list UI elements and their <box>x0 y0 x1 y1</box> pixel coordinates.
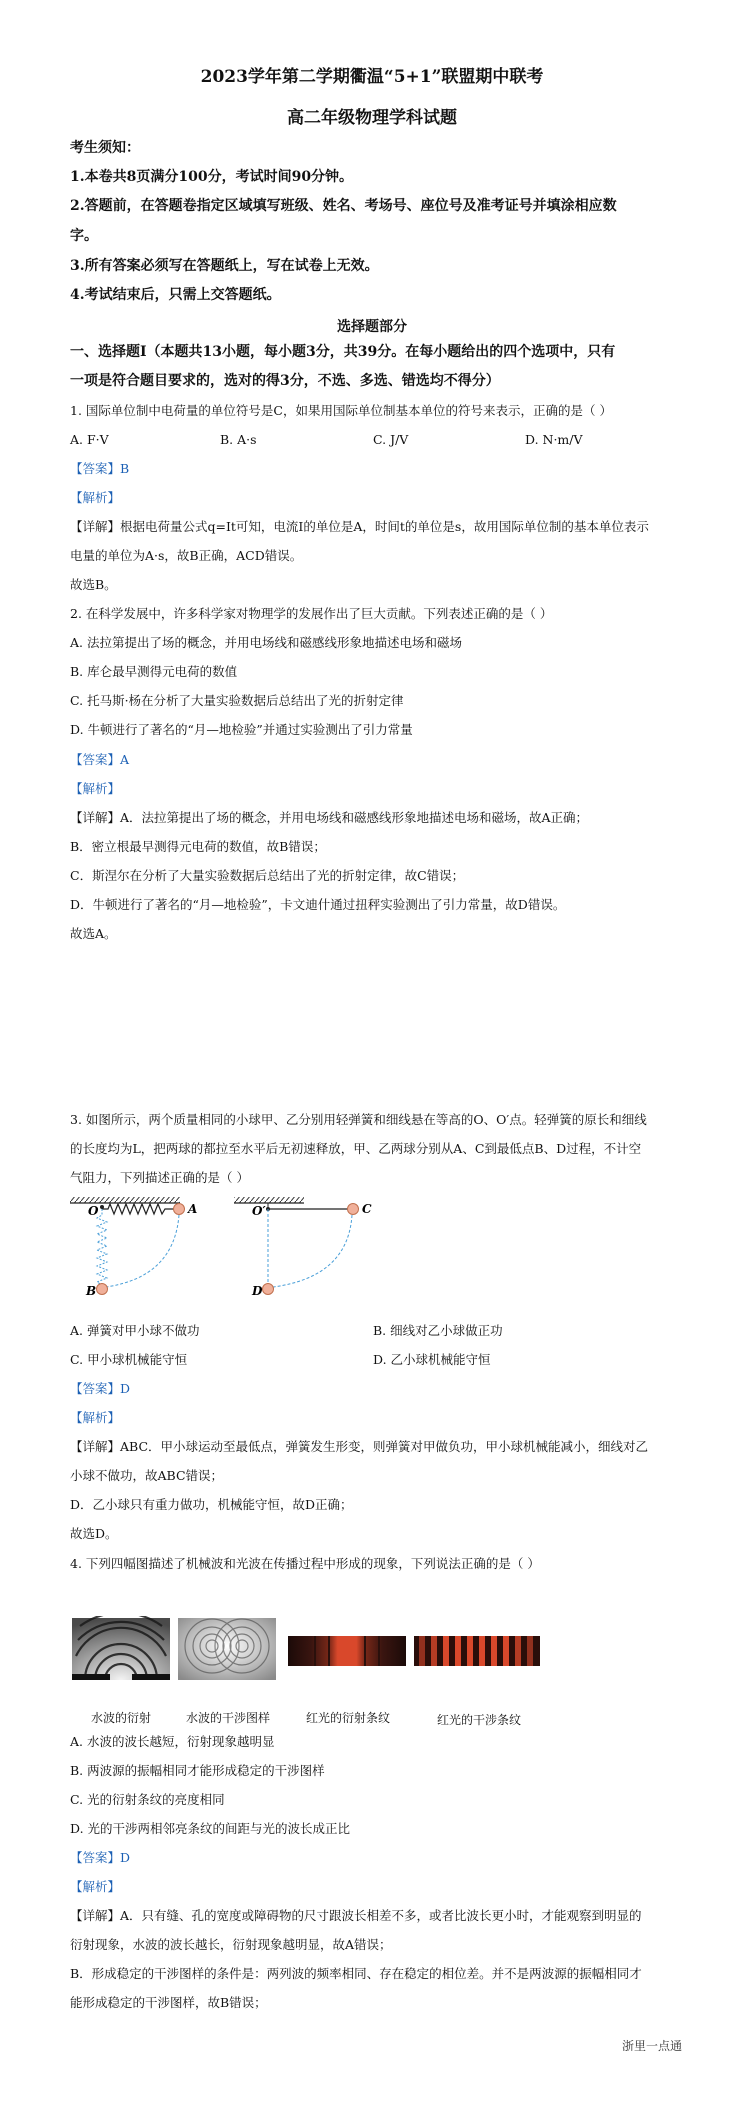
q2-detail: 【详解】A．法拉第提出了场的概念，并用电场线和磁感线形象地描述电场和磁场，故A正确； <box>70 810 589 825</box>
notice-item: 字。 <box>70 228 98 244</box>
ceiling-hatch <box>70 1197 180 1203</box>
q4-figure <box>70 1616 544 1702</box>
section-instruction: 一项是符合题目要求的，选对的得3分，不选、多选、错选均不得分） <box>70 373 500 389</box>
q3-detail: 【详解】ABC．甲小球运动至最低点，弹簧发生形变，则弹簧对甲做负功，甲小球机械能减小，细线对乙 <box>70 1439 649 1454</box>
section-title: 选择题部分 <box>337 319 407 335</box>
q2-analysis-label: 【解析】 <box>70 781 121 796</box>
q2-stem: 2. 在科学发展中，许多科学家对物理学的发展作出了巨大贡献。下列表述正确的是（ ） <box>70 606 553 621</box>
footer-brand: 浙里一点通 <box>621 2039 682 2053</box>
q4-analysis-label: 【解析】 <box>70 1879 121 1894</box>
notice-item: 2.答题前，在答题卷指定区域填写班级、姓名、考场号、座位号及准考证号并填涂相应数 <box>70 198 617 214</box>
ball-b <box>97 1284 108 1295</box>
path-c-to-d <box>273 1215 352 1287</box>
q4-answer: 【答案】D <box>70 1850 131 1865</box>
caption-red-diffraction: 红光的衍射条纹 <box>305 1711 390 1725</box>
q4-stem: 4. 下列四幅图描述了机械波和光波在传播过程中形成的现象，下列说法正确的是（ ） <box>70 1556 540 1571</box>
q2-conclusion: 故选A。 <box>70 926 117 941</box>
label-o2: O′ <box>252 1204 266 1218</box>
q2-detail: C．斯涅尔在分析了大量实验数据后总结出了光的折射定律，故C错误； <box>70 868 465 883</box>
q4-detail: 衍射现象，水波的波长越长，衍射现象越明显，故A错误； <box>70 1937 392 1952</box>
q4-option-c: C. 光的衍射条纹的亮度相同 <box>70 1792 225 1807</box>
q1-option-b: B. A·s <box>220 432 257 447</box>
barrier-left <box>72 1674 110 1680</box>
q3-option-d: D. 乙小球机械能守恒 <box>373 1352 491 1367</box>
ball-c <box>348 1204 359 1215</box>
q2-option-a: A. 法拉第提出了场的概念，并用电场线和磁感线形象地描述电场和磁场 <box>70 635 462 650</box>
q1-detail: 【详解】根据电荷量公式q=It可知，电流I的单位是A，时间t的单位是s，故用国际单位制的基本单位表示 <box>70 519 649 534</box>
q4-detail: 【详解】A．只有缝、孔的宽度或障碍物的尺寸跟波长相差不多，或者比波长更小时，才能观察到明显的 <box>70 1908 642 1923</box>
q2-option-c: C. 托马斯·杨在分析了大量实验数据后总结出了光的折射定律 <box>70 693 404 708</box>
q3-analysis-label: 【解析】 <box>70 1410 121 1425</box>
ceiling-hatch <box>234 1197 304 1203</box>
q3-option-c: C. 甲小球机械能守恒 <box>70 1352 188 1367</box>
exam-title: 2023学年第二学期衢温“5+1”联盟期中联考 <box>200 67 544 87</box>
q3-figure <box>66 1195 396 1315</box>
q1-option-c: C. J/V <box>373 432 409 447</box>
q4-option-d: D. 光的干涉两相邻亮条纹的间距与光的波长成正比 <box>70 1821 351 1836</box>
q3-detail: D．乙小球只有重力做功，机械能守恒，故D正确； <box>70 1497 353 1512</box>
q1-stem: 1. 国际单位制中电荷量的单位符号是C，如果用国际单位制基本单位的符号来表示，正确的是（ ） <box>70 403 612 418</box>
q4-option-a: A. 水波的波长越短，衍射现象越明显 <box>70 1734 275 1749</box>
notice-item: 4.考试结束后，只需上交答题纸。 <box>70 287 281 303</box>
caption-red-interference: 红光的干涉条纹 <box>436 1713 521 1727</box>
notice-item: 3.所有答案必须写在答题纸上，写在试卷上无效。 <box>70 258 379 274</box>
q1-answer: 【答案】B <box>70 461 130 476</box>
spring-horizontal <box>102 1204 174 1214</box>
q2-detail: B．密立根最早测得元电荷的数值，故B错误； <box>70 839 326 854</box>
red-diffraction-image <box>288 1636 406 1666</box>
pivot-o1 <box>100 1205 104 1209</box>
q3-detail: 小球不做功，故ABC错误； <box>70 1468 224 1483</box>
q3-answer: 【答案】D <box>70 1381 131 1396</box>
q2-detail: D．牛顿进行了著名的“月—地检验”，卡文迪什通过扭秤实验测出了引力常量，故D错误。 <box>70 897 566 912</box>
label-b: B <box>86 1284 97 1298</box>
label-c: C <box>362 1202 372 1216</box>
q2-option-b: B. 库仑最早测得元电荷的数值 <box>70 664 238 679</box>
notice-heading: 考生须知： <box>70 140 140 156</box>
q2-answer: 【答案】A <box>70 752 130 767</box>
q3-conclusion: 故选D。 <box>70 1526 118 1541</box>
q4-detail: 能形成稳定的干涉图样，故B错误； <box>70 1995 267 2010</box>
exam-subtitle: 高二年级物理学科试题 <box>287 108 457 128</box>
label-d: D <box>252 1284 263 1298</box>
ball-d <box>263 1284 274 1295</box>
spring-vertical-dashed <box>97 1209 107 1285</box>
label-a: A <box>188 1202 198 1216</box>
caption-water-diffraction: 水波的衍射 <box>90 1711 151 1725</box>
path-a-to-b <box>106 1215 179 1287</box>
q3-stem: 3. 如图所示，两个质量相同的小球甲、乙分别用轻弹簧和细线悬在等高的O、O′点。轻弹簧的原长和细线 <box>70 1112 647 1127</box>
q1-option-a: A. F·V <box>70 432 109 447</box>
q1-analysis-label: 【解析】 <box>70 490 121 505</box>
q1-conclusion: 故选B。 <box>70 577 117 592</box>
q1-detail: 电量的单位为A·s，故B正确，ACD错误。 <box>70 548 303 563</box>
q2-option-d: D. 牛顿进行了著名的“月—地检验”并通过实验测出了引力常量 <box>70 722 413 737</box>
q4-option-b: B. 两波源的振幅相同才能形成稳定的干涉图样 <box>70 1763 325 1778</box>
label-o1: O <box>88 1204 99 1218</box>
q3-option-b: B. 细线对乙小球做正功 <box>373 1323 503 1338</box>
barrier-right <box>132 1674 170 1680</box>
notice-item: 1.本卷共8页满分100分，考试时间90分钟。 <box>70 169 354 185</box>
q3-option-a: A. 弹簧对甲小球不做功 <box>70 1323 200 1338</box>
section-instruction: 一、选择题Ⅰ（本题共13小题，每小题3分，共39分。在每小题给出的四个选项中，只有 <box>70 344 616 360</box>
q1-option-d: D. N·m/V <box>525 432 583 447</box>
q3-stem: 气阻力，下列描述正确的是（ ） <box>70 1170 249 1185</box>
ball-a <box>174 1204 185 1215</box>
q4-detail: B．形成稳定的干涉图样的条件是：两列波的频率相同、存在稳定的相位差。并不是两波源的振幅相同才 <box>70 1966 642 1981</box>
caption-water-interference: 水波的干涉图样 <box>185 1711 270 1725</box>
q3-stem: 的长度均为L，把两球的都拉至水平后无初速释放，甲、乙两球分别从A、C到最低点B、D过程，不计空 <box>70 1141 642 1156</box>
